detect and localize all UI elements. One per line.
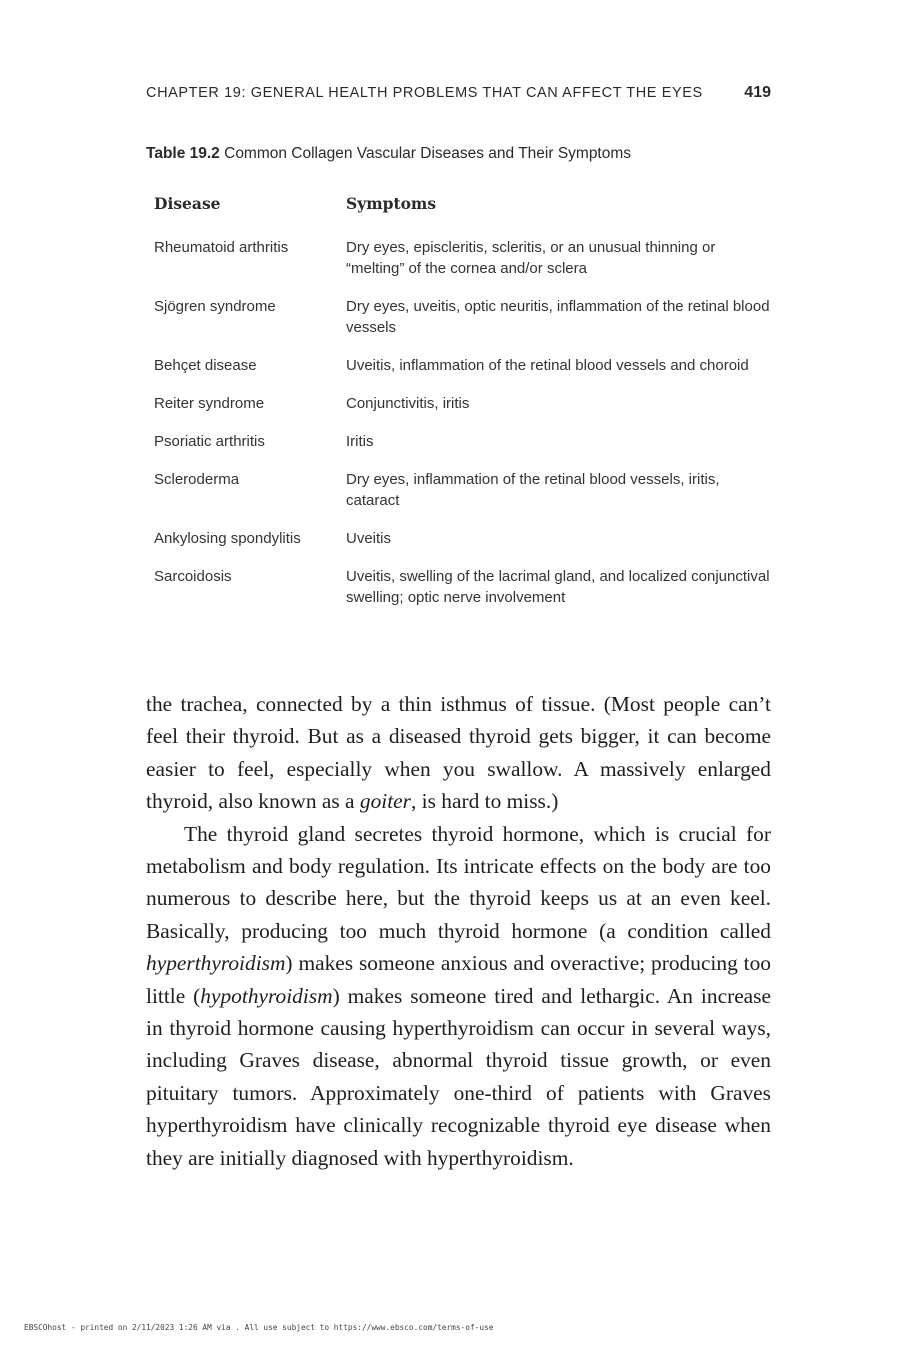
disease-cell: Sarcoidosis	[154, 568, 232, 585]
symptoms-table	[146, 186, 771, 608]
symptoms-cell: Uveitis	[346, 530, 392, 547]
symptoms-cell: Dry eyes, uveitis, optic neuritis, inflammation of the retinal blood vessels	[346, 298, 770, 336]
emphasis-term: hyperthyroidism	[146, 951, 286, 976]
table-row	[146, 220, 771, 279]
emphasis-term: goiter	[359, 789, 411, 814]
disease-cell: Rheumatoid arthritis	[154, 239, 289, 256]
symptoms-cell: Uveitis, swelling of the lacrimal gland, and localized conjunctival swelling; optic nerve involvement	[346, 568, 770, 606]
disease-cell: Psoriatic arthritis	[154, 433, 265, 450]
emphasis-term: hypothyroidism	[200, 983, 333, 1008]
symptoms-cell: Conjunctivitis, iritis	[346, 395, 470, 412]
table-row	[146, 452, 771, 511]
running-head	[146, 84, 771, 102]
symptoms-cell: Dry eyes, episcleritis, scleritis, or an unusual thinning or “melting” of the cornea and/or sclera	[346, 239, 716, 277]
text-run: ) makes someone anxious and overactive; producing too little (	[146, 951, 771, 1008]
text-run: , is hard to miss.)	[410, 789, 559, 814]
text-run: The thyroid gland secretes thyroid hormone, which is crucial for metabolism and body regulation. Its intricate effects on the body are too numerous to describe here, but the thyroid keeps us at an even keel. Basically, producing too much thyroid hormone (a condition called	[146, 821, 771, 943]
paragraph	[146, 688, 771, 818]
disease-cell: Scleroderma	[154, 471, 240, 488]
table-row	[146, 414, 771, 452]
table-caption-text: Common Collagen Vascular Diseases and Their Symptoms	[219, 145, 632, 162]
symptoms-cell: Dry eyes, inflammation of the retinal blood vessels, iritis, cataract	[346, 471, 720, 509]
symptoms-cell: Iritis	[346, 433, 374, 450]
table-row	[146, 549, 771, 608]
table-caption-label: Table 19.2	[146, 145, 220, 162]
page-number: 419	[744, 84, 771, 101]
column-header-disease: Disease	[154, 193, 221, 213]
text-run: the trachea, connected by a thin isthmus of tissue. (Most people can’t feel their thyroid. But as a diseased thyroid gets bigger, it can become easier to feel, especially when you swallow. A massively enlarged thyroid, also known as a	[146, 692, 771, 814]
table-header-row	[146, 186, 771, 220]
table-body	[146, 220, 771, 608]
paragraph	[146, 818, 771, 1174]
disease-cell: Behçet disease	[154, 357, 257, 374]
disease-cell: Sjögren syndrome	[154, 298, 276, 315]
text-run: ) makes someone tired and lethargic. An increase in thyroid hormone causing hyperthyroidism can occur in several ways, including Graves disease, abnormal thyroid tissue growth, or even pituitary tumors. Approximately one-third of patients with Graves hyperthyroidism have clinically recognizable thyroid eye disease when they are initially diagnosed with hyperthyroidism.	[146, 983, 771, 1170]
table-caption	[146, 145, 786, 163]
running-title: CHAPTER 19: GENERAL HEALTH PROBLEMS THAT CAN AFFECT THE EYES	[146, 85, 703, 101]
print-footer: EBSCOhost - printed on 2/11/2023 1:26 AM via . All use subject to https://www.ebsco.com/terms-of-use	[24, 1323, 494, 1332]
body-text	[146, 688, 771, 1174]
table-row	[146, 338, 771, 376]
disease-cell: Ankylosing spondylitis	[154, 530, 301, 547]
table-row	[146, 376, 771, 414]
column-header-symptoms: Symptoms	[346, 193, 437, 213]
disease-cell: Reiter syndrome	[154, 395, 265, 412]
table-row	[146, 279, 771, 338]
symptoms-cell: Uveitis, inflammation of the retinal blood vessels and choroid	[346, 357, 749, 374]
table-row	[146, 511, 771, 549]
